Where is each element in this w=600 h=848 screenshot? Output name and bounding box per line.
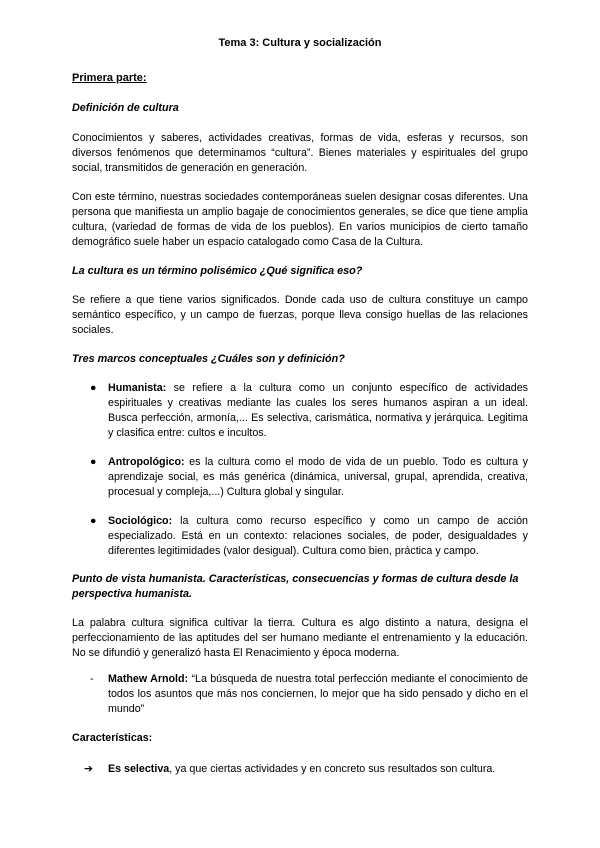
bullet-term: Humanista:	[108, 382, 167, 394]
heading-punto-de-vista: Punto de vista humanista. Características, consecuencias y formas de cultura desde la perspectiva humanista.	[72, 573, 519, 600]
heading-definicion: Definición de cultura	[72, 102, 179, 114]
heading-caracteristicas: Características:	[72, 732, 153, 744]
bullet-body: es la cultura como el modo de vida de un pueblo. Todo es cultura y aprendizaje social, es más genérica (dinámica, universal, grupal, aprendida, creativa, procesual y compleja,...) Cultura global y singular.	[108, 456, 528, 498]
section-primera-parte: Primera parte:	[72, 72, 147, 84]
document-title: Tema 3: Cultura y socialización	[218, 37, 382, 49]
paragraph-definicion-2: Con este término, nuestras sociedades contemporáneas suelen designar cosas diferentes. Una persona que manifiesta un amplio bagaje de conocimientos generales, se dice que tiene amplia cultura, (variedad de formas de vida de los pueblos). En varios municipios de cierto tamaño demográfico suele haber un espacio catalogado como Casa de la Cultura.	[72, 191, 528, 248]
bullet-sociologico	[90, 514, 528, 559]
bullet-antropologico-text	[108, 455, 528, 500]
paragraph-punto-de-vista: La palabra cultura significa cultivar la tierra. Cultura es algo distinto a natura, designa el perfeccionamiento de las aptitudes del ser humano mediante el entrenamiento y la educación. No se difundió y generalizó hasta El Renacimiento y época moderna.	[72, 617, 528, 659]
heading-marcos: Tres marcos conceptuales ¿Cuáles son y definición?	[72, 353, 345, 365]
arrow-item-selectiva	[84, 762, 528, 777]
arrow-term: Es selectiva	[108, 763, 170, 775]
paragraph-polisemico: Se refiere a que tiene varios significados. Donde cada uso de cultura constituye un campo semántico específico, y un campo de fuerzas, porque lleva consigo huellas de las relaciones sociales.	[72, 294, 528, 336]
quote-author: Mathew Arnold:	[108, 673, 189, 685]
arrow-item-text	[108, 762, 528, 777]
bullet-body: la cultura como recurso específico y como un campo de acción especializado. Está en un contexto: relaciones sociales, de poder, desigualdades y diferentes legitimidades (valor desigual). Cultura como bien, práctica y campo.	[108, 515, 528, 557]
paragraph-definicion-1: Conocimientos y saberes, actividades creativas, formas de vida, esferas y recursos, son diversos fenómenos que determinamos “cultura”. Bienes materiales y espirituales del grupo social, transmitidos de generación en generación.	[72, 132, 528, 174]
bullet-antropologico	[90, 455, 528, 500]
bullet-dot: ●	[90, 456, 97, 468]
bullet-humanista-text	[108, 381, 528, 441]
bullet-humanista	[90, 381, 528, 441]
bullet-term: Antropológico:	[108, 456, 185, 468]
bullet-dot: ●	[90, 382, 97, 394]
arrow-body: , ya que ciertas actividades y en concreto sus resultados son cultura.	[169, 763, 496, 775]
bullet-sociologico-text	[108, 514, 528, 559]
quote-arnold-text	[108, 672, 528, 717]
bullet-term: Sociológico:	[108, 515, 173, 527]
arrow-icon: ➔	[84, 763, 93, 775]
dash-mark: -	[90, 673, 94, 685]
quote-arnold	[90, 672, 528, 717]
quote-body: “La búsqueda de nuestra total perfección mediante el conocimiento de todos los asuntos que más nos conciernen, lo mejor que ha sido pensado y dicho en el mundo”	[108, 673, 528, 715]
bullet-dot: ●	[90, 515, 97, 527]
bullet-body: se refiere a la cultura como un conjunto específico de actividades espirituales y creativas mediante las cuales los seres humanos aspiran a un ideal. Busca perfección, armonía,... Es selectiva, carismática, normativa y jerárquica. Legitima y clasifica entre: cultos e incultos.	[108, 382, 528, 439]
heading-polisemico: La cultura es un término polisémico ¿Qué significa eso?	[72, 265, 363, 277]
